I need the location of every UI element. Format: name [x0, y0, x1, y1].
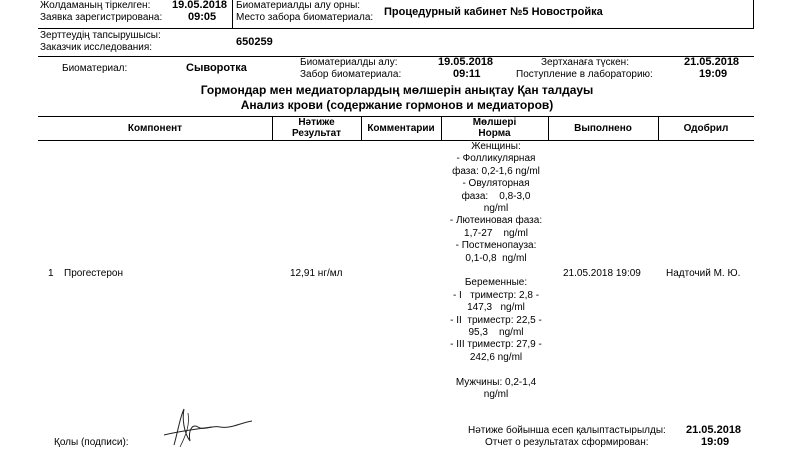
col-result-ru: Результат — [291, 128, 342, 139]
issued-time: 19:09 — [701, 436, 730, 448]
norm-line: ng/ml — [483, 389, 509, 401]
issued-label-kz: Нәтиже бойынша есеп қалыптастырылды: — [468, 425, 666, 436]
row-approved: Надточий М. Ю. — [666, 268, 741, 279]
col-norm-kz: Мөлшері — [472, 117, 517, 128]
reg-date: 19.05.2018 — [172, 0, 228, 11]
table-top-border — [38, 116, 754, 117]
title-ru: Анализ крови (содержание гормонов и медиаторов) — [240, 98, 554, 112]
norm-line: 147,3 ng/ml — [467, 302, 525, 314]
norm-line: 1,7-27 ng/ml — [464, 227, 528, 239]
norm-line: 95,3 ng/ml — [468, 327, 524, 339]
col-done: Выполнено — [574, 123, 632, 134]
norm-line: - Постменопауза: — [455, 240, 537, 252]
title-kz: Гормондар мен медиаторлардың мөлшерін анықтау Қан талдауы — [200, 83, 594, 97]
norm-line: фаза: 0,8-3,0 — [461, 190, 531, 202]
col-comments: Комментарии — [367, 123, 435, 134]
biomaterial-label: Биоматериал: — [62, 63, 128, 74]
issued-date: 21.05.2018 — [686, 424, 742, 436]
norm-line: ng/ml — [483, 203, 509, 215]
lab-label-ru: Поступление в лабораторию: — [516, 69, 653, 80]
signature-scribble — [160, 405, 260, 449]
table-header-border — [38, 140, 754, 141]
norm-line: - II триместр: 22,5 - — [450, 314, 542, 326]
col-norm-ru: Норма — [478, 128, 511, 139]
norm-line: 242,6 ng/ml — [469, 351, 523, 363]
norm-line: - Лютеиновая фаза: — [449, 215, 543, 227]
collect-time: 09:11 — [453, 68, 481, 80]
row-result: 12,91 нг/мл — [290, 268, 343, 279]
issued-label-ru: Отчет о результатах сформирован: — [485, 437, 649, 448]
biomaterial-value: Сыворотка — [186, 62, 247, 74]
norm-line: - I триместр: 2,8 - — [452, 289, 540, 301]
norm-line: фаза: 0,2-1,6 ng/ml — [452, 165, 540, 177]
lab-date: 21.05.2018 — [684, 56, 740, 68]
norm-line: 0,1-0,8 ng/ml — [465, 252, 527, 264]
norm-line — [436, 265, 556, 277]
customer-label-ru: Заказчик исследования: — [40, 42, 153, 53]
reg-label-ru: Заявка зарегистрирована: — [40, 12, 163, 23]
norm-line: Женщины: — [471, 141, 521, 152]
row-number: 1 — [48, 268, 54, 279]
norm-line: Мужчины: 0,2-1,4 — [455, 376, 537, 388]
collect-date: 19.05.2018 — [438, 56, 494, 68]
row-norm — [436, 141, 556, 402]
reg-time: 09:05 — [188, 11, 217, 23]
signature-label: Қолы (подписи): — [54, 437, 129, 448]
col-component: Компонент — [127, 123, 183, 134]
customer-label-kz: Зерттеудің тапсырушысы: — [40, 30, 161, 41]
norm-line: - III триместр: 27,9 - — [450, 339, 542, 351]
norm-line: - Фолликулярная — [456, 153, 536, 165]
lab-label-kz: Зертханаға түскен: — [541, 57, 629, 68]
place-label-ru: Место забора биоматериала: — [236, 12, 374, 23]
norm-line: - Овуляторная — [462, 178, 530, 190]
place-label-kz: Биоматериалды алу орны: — [236, 0, 361, 11]
collect-label-ru: Забор биоматериала: — [300, 69, 402, 80]
col-approved: Одобрил — [683, 123, 729, 134]
place-value: Процедурный кабинет №5 Новостройка — [384, 6, 603, 18]
row-done: 21.05.2018 19:09 — [563, 268, 641, 279]
col-result-kz: Нәтиже — [298, 117, 335, 128]
customer-value: 650259 — [236, 36, 273, 48]
collect-label-kz: Биоматериалды алу: — [300, 57, 398, 68]
lab-time: 19:09 — [699, 68, 728, 80]
norm-line — [436, 364, 556, 376]
reg-label-kz: Жолдаманың тіркелген: — [40, 0, 151, 11]
norm-line: Беременные: — [464, 277, 528, 289]
row-component: Прогестерон — [64, 268, 123, 279]
